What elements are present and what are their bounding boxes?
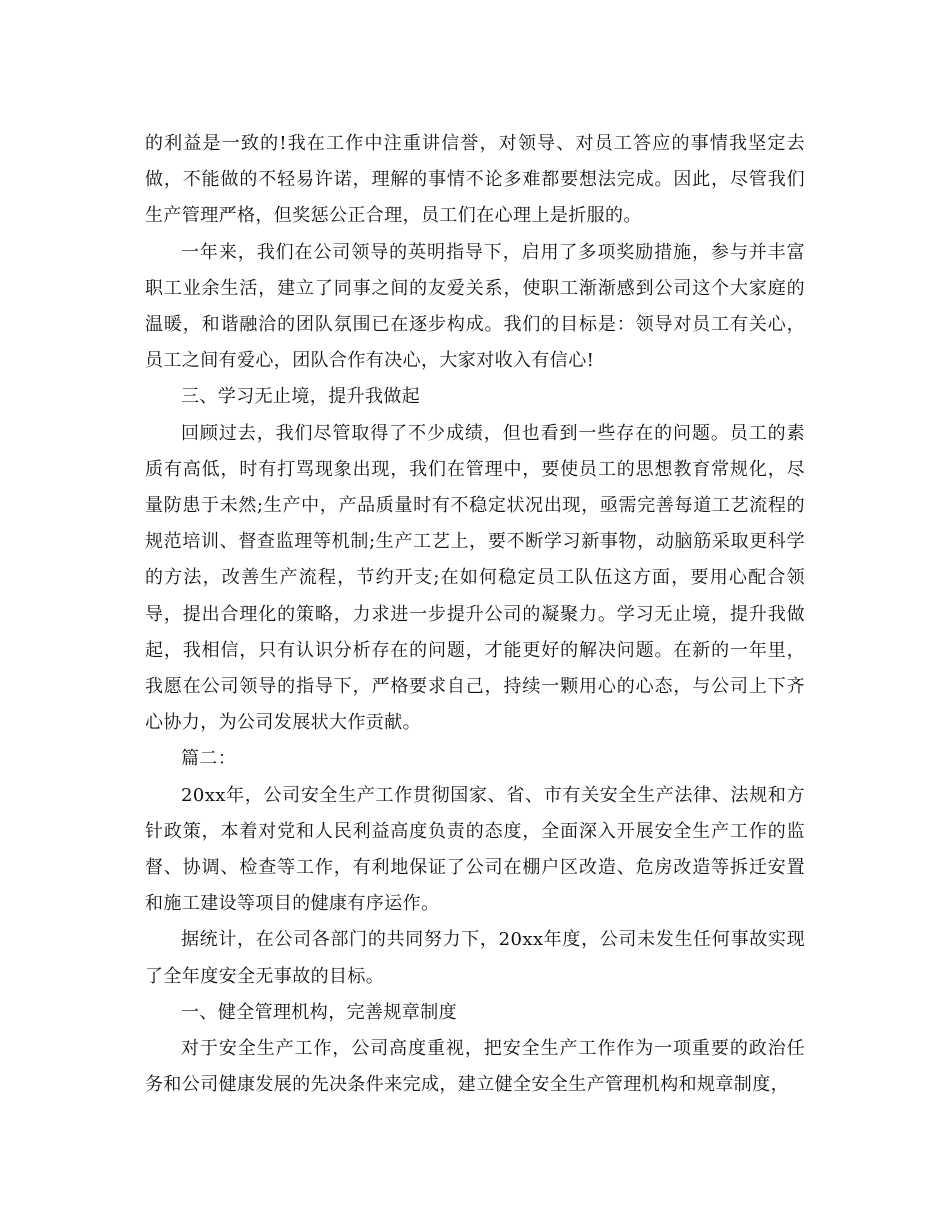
section-heading-learning: 三、学习无止境，提升我做起 bbox=[181, 386, 421, 408]
document-body bbox=[145, 126, 805, 1103]
paragraph-continuation: 的利益是一致的!我在工作中注重讲信誉，对领导、对员工答应的事情我坚定去做，不能做的不轻易许诺，理解的事情不论多难都要想法完成。因此，尽管我们生产管理严格，但奖惩公正合理，员工们在心理上是折服的。 bbox=[145, 133, 805, 227]
paragraph-safety-importance: 对于安全生产工作，公司高度重视，把安全生产工作作为一项重要的政治任务和公司健康发展的先决条件来完成，建立健全安全生产管理机构和规章制度， bbox=[145, 1038, 805, 1096]
paragraph-safety-overview: 20xx年，公司安全生产工作贯彻国家、省、市有关安全生产法律、法规和方针政策，本着对党和人民利益高度负责的态度，全面深入开展安全生产工作的监督、协调、检查等工作，有利地保证了公司在棚户区改造、危房改造等拆迁安置和施工建设等项目的健康有序运作。 bbox=[145, 784, 805, 915]
section-heading-part-two: 篇二： bbox=[181, 748, 237, 770]
section-heading-management: 一、健全管理机构，完善规章制度 bbox=[181, 1001, 457, 1023]
paragraph-team-building: 一年来，我们在公司领导的英明指导下，启用了多项奖励措施，参与并丰富职工业余生活，建立了同事之间的友爱关系，使职工渐渐感到公司这个大家庭的温暖，和谐融洽的团队氛围已在逐步构成。我们的目标是：领导对员工有关心，员工之间有爱心，团队合作有决心，大家对收入有信心! bbox=[145, 241, 805, 372]
paragraph-statistics: 据统计，在公司各部门的共同努力下，20xx年度，公司未发生任何事故实现了全年度安全无事故的目标。 bbox=[145, 929, 805, 987]
paragraph-review-problems: 回顾过去，我们尽管取得了不少成绩，但也看到一些存在的问题。员工的素质有高低，时有打骂现象出现，我们在管理中，要使员工的思想教育常规化，尽量防患于未然;生产中，产品质量时有不稳定状况出现，亟需完善每道工艺流程的规范培训、督查监理等机制;生产工艺上，要不断学习新事物，动脑筋采取更科学的方法，改善生产流程，节约开支;在如何稳定员工队伍这方面，要用心配合领导，提出合理化的策略，力求进一步提升公司的凝聚力。学习无止境，提升我做起，我相信，只有认识分析存在的问题，才能更好的解决问题。在新的一年里，我愿在公司领导的指导下，严格要求自己，持续一颗用心的心态，与公司上下齐心协力，为公司发展状大作贡献。 bbox=[145, 422, 805, 734]
